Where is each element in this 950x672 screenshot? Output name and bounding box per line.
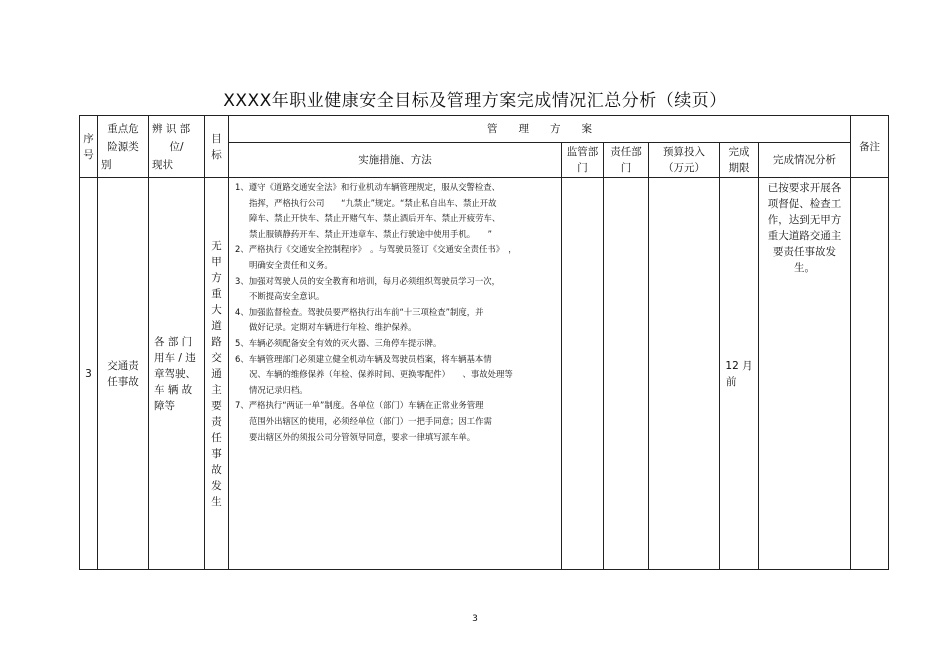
target-char: 路 [211,335,222,348]
row-identify-dept: 各 部 门 用车 / 违 章驾驶、 车 辆 故 障等 [149,178,205,570]
header-hazard-category: 重点危 险源类 别 [98,116,149,178]
row-hazard-category: 交通责 任事故 [98,178,149,570]
header-remark: 备注 [851,116,889,178]
target-char: 通 [211,367,222,380]
row-supervise-dept [562,178,604,570]
measure-item-6: 6、车辆管理部门必须建立健全机动车辆及驾驶员档案，将车辆基本情 况、车辆的维修保养（年检、保养时间、更换零配件） 、事故处理等 情况记录归档。 [235,353,513,395]
row-completion: 已按要求开展各 项督促、检查工 作，达到无甲方 重大道路交通主 要责任事故发 生。 [759,178,851,570]
measure-item-3: 3、加强对驾驶人员的安全教育和培训，每月必须组织驾驶员学习一次， 不断提高安全意识。 [235,275,500,302]
row-measures [229,178,562,570]
header-completion: 完成情况分析 [759,143,851,178]
target-char: 主 [211,383,222,396]
header-responsible-dept: 责任部 门 [604,143,649,178]
measure-item-2: 2、严格执行《交通安全控制程序》 。与驾驶员签订《交通安全责任书》 ， 明确安全责任和义务。 [235,244,517,270]
header-seq: 序 号 [80,116,98,178]
target-char: 故 [211,463,222,476]
header-plan: 管 理 方 案 [229,116,851,143]
measure-item-5: 5、车辆必须配备安全有效的灭火器、三角停车提示牌。 [235,337,442,348]
target-char: 发 [211,479,222,492]
document-title: XXXX年职业健康安全目标及管理方案完成情况汇总分析（续页） [223,91,727,111]
target-char: 甲 [211,255,222,268]
header-target: 目 标 [205,116,229,178]
target-char: 大 [211,303,222,316]
measure-item-7: 7、严格执行“两证一单”制度。各单位（部门）车辆在正常业务管理 范围外出辖区的使用，必须经单位（部门）一把手同意；因工作需 要出辖区外的须报公司分管领导同意，要求一律填写派车单。 [235,400,492,442]
table-row [80,178,889,570]
header-deadline: 完成 期限 [720,143,759,178]
header-measures: 实施措施、方法 [229,143,562,178]
header-supervise-dept: 监管部 门 [562,143,604,178]
target-char: 无 [211,239,222,252]
row-remark [851,178,889,570]
row-deadline: 12 月 前 [720,178,759,570]
measure-item-1: 1、遵守《道路交通安全法》和行业机动车辆管理规定，服从交警检查、 指挥，严格执行公司 “九禁止”规定。“禁止私自出车、禁止开故 障车、禁止开快车、禁止开赌气车、禁止酒后开车、禁止开疲劳车、 禁止服镇静药开车、禁止开违章车、禁止行驶途中使用手机。 ” [235,182,501,239]
row-responsible-dept [604,178,649,570]
summary-table [79,115,889,570]
target-char: 道 [211,319,222,332]
target-char: 任 [211,431,222,444]
target-char: 责 [211,415,222,428]
target-char: 要 [211,399,222,412]
row-budget [649,178,720,570]
target-char: 事 [211,447,222,460]
target-char: 方 [211,271,222,284]
target-char: 生 [211,495,222,508]
row-target [205,178,229,570]
row-seq: 3 [80,178,98,570]
measure-item-4: 4、加强监督检查。驾驶员要严格执行出车前“十三项检查”制度，并 做好记录。定期对车辆进行年检、维护保养。 [235,306,484,333]
target-char: 交 [211,351,222,364]
target-char: 重 [211,287,222,300]
header-identify-dept: 辨 识 部 位/ 现状 [149,116,205,178]
page-number: 3 [472,614,478,624]
header-budget: 预算投入 （万元） [649,143,720,178]
